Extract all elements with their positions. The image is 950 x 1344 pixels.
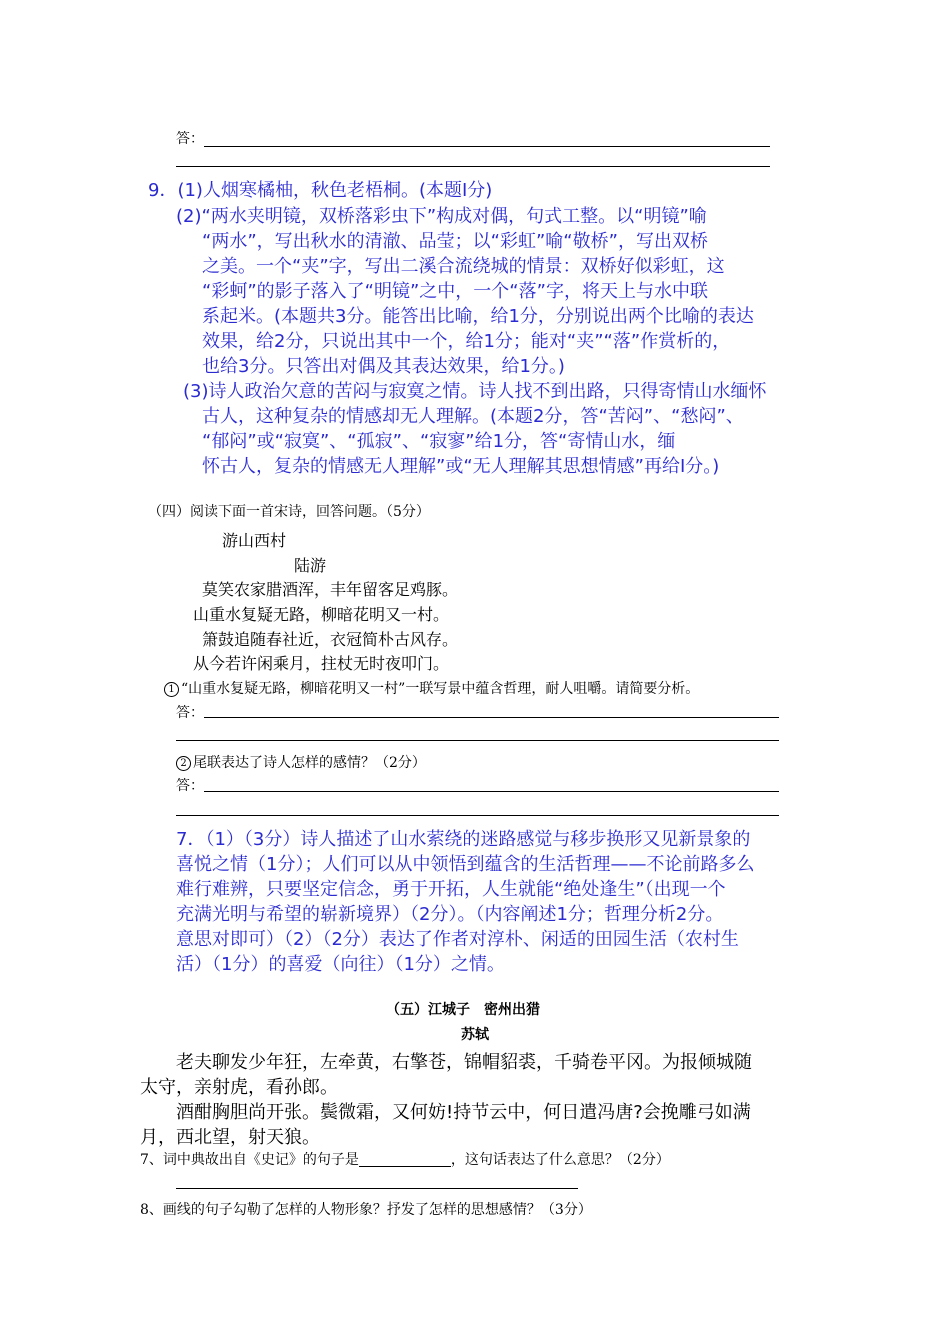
answer7-line: 意思对即可）（2）（2分）表达了作者对淳朴、闲适的田园生活（农村生 bbox=[176, 929, 739, 950]
q9-p2-line: “两水”，写出秋水的清澈、品莹；以“彩虹”喻“敬桥”，写出双桥 bbox=[202, 231, 708, 252]
poem-line: 莫笑农家腊酒浑，丰年留客足鸡豚。 bbox=[202, 580, 459, 599]
answer-line bbox=[176, 1188, 578, 1189]
question-7-text-before: 7、词中典故出自《史记》的句子是 bbox=[140, 1152, 359, 1168]
question-number-circle: 2 bbox=[176, 756, 191, 771]
section4-heading: （四）阅读下面一首宋诗，回答问题。（5分） bbox=[148, 504, 430, 520]
poem-line: 从今若许闲乘月，拄杖无时夜叩门。 bbox=[193, 654, 450, 673]
poem-line: 箫鼓追随春社近，衣冠简朴古风存。 bbox=[202, 630, 459, 649]
q9-p2-line: 效果，给2分，只说出其中一个，给1分；能对“夹”“落”作赏析的， bbox=[202, 331, 731, 352]
answer-label: 答： bbox=[176, 778, 204, 794]
section5-author: 苏轼 bbox=[461, 1027, 489, 1043]
poem-line: 山重水复疑无路，柳暗花明又一村。 bbox=[193, 605, 450, 624]
answer7-line: 难行难辨，只要坚定信念，勇于开拓，人生就能“绝处逢生”（出现一个 bbox=[176, 879, 726, 900]
answer7-line: 充满光明与希望的崭新境界）（2分）。（内容阐述1分；哲理分析2分。 bbox=[176, 904, 724, 925]
ci-paragraph-line: 老夫聊发少年狂，左牵黄，右擎苍，锦帽貂裘，千骑卷平冈。为报倾城随 bbox=[176, 1052, 752, 1073]
ci-paragraph-line: 月，西北望，射天狼。 bbox=[140, 1127, 320, 1148]
question-1 bbox=[164, 678, 699, 698]
section5-heading: （五）江城子 密州出猎 bbox=[386, 1002, 540, 1018]
question-2 bbox=[176, 752, 426, 772]
question-7-text-after: ，这句话表达了什么意思？（2分） bbox=[450, 1152, 670, 1168]
question-1-text: “山重水复疑无路，柳暗花明又一村”一联写景中蕴含哲理，耐人咀嚼。请简要分析。 bbox=[181, 681, 700, 697]
q9-p2-line: 也给3分。只答出对偶及其表达效果，给1分。) bbox=[202, 356, 565, 377]
question-8: 8、画线的句子勾勒了怎样的人物形象？抒发了怎样的思想感情？（3分） bbox=[140, 1202, 592, 1218]
answer-line bbox=[204, 717, 779, 718]
answer7-line: 7．（1）（3分）诗人描述了山水萦绕的迷路感觉与移步换形又见新景象的 bbox=[176, 829, 751, 850]
answer-line bbox=[176, 740, 779, 741]
answer-line bbox=[176, 815, 779, 816]
q9-p2-line: 之美。一个“夹”字，写出二溪合流绕城的情景：双桥好似彩虹，这 bbox=[202, 256, 725, 277]
answer-label: 答： bbox=[176, 705, 204, 721]
question-number-circle: 1 bbox=[164, 682, 179, 697]
q9-p3-line: 怀古人，复杂的情感无人理解”或“无人理解其思想情感”再给Ⅰ分。) bbox=[202, 456, 720, 477]
question-2-text: 尾联表达了诗人怎样的感情？（2分） bbox=[193, 755, 426, 771]
poem-title: 游山西村 bbox=[222, 531, 287, 550]
q9-p2-line: “彩蚵”的影子落入了“明镜”之中，一个“落”字，将天上与水中联 bbox=[202, 281, 708, 302]
q9-p2-line: (2)“两水夹明镜，双桥落彩虫下”构成对偶，句式工整。以“明镜”喻 bbox=[176, 206, 707, 227]
ci-paragraph-line: 太守，亲射虎，看孙郎。 bbox=[140, 1077, 338, 1098]
q9-line1: 9．(1)人烟寒橘柚，秋色老梧桐。(本题Ⅰ分) bbox=[148, 180, 493, 201]
answer-line bbox=[204, 146, 770, 147]
poem-author: 陆游 bbox=[294, 556, 327, 575]
q9-p3-line: 古人，这种复杂的情感却无人理解。(本题2分，答“苦闷”、“愁闷”、 bbox=[202, 406, 744, 427]
q9-p3-line: “郁闷”或“寂寞”、“孤寂”、“寂寥”给1分，答“寄情山水，缅 bbox=[202, 431, 676, 452]
answer-line bbox=[204, 791, 779, 792]
q9-p2-line: 系起米。(本题共3分。能答出比喻，给1分，分别说出两个比喻的表达 bbox=[202, 306, 754, 327]
ci-paragraph-line: 酒酣胸胆尚开张。鬓微霜，又何妨!持节云中，何日遣冯唐?会挽雕弓如满 bbox=[176, 1102, 751, 1123]
answer7-line: 活）（1分）的喜爱（向往）（1分）之情。 bbox=[176, 954, 505, 975]
q9-p3-line: (3)诗人政治欠意的苦闷与寂寞之情。诗人找不到出路，只得寄情山水缅怀 bbox=[183, 381, 767, 402]
answer7-line: 喜悦之情（1分）；人们可以从中领悟到蕴含的生活哲理——不论前路多么 bbox=[176, 854, 755, 875]
question-7 bbox=[140, 1149, 670, 1169]
answer-line bbox=[176, 166, 770, 167]
fill-blank bbox=[359, 1152, 451, 1167]
answer-label-top: 答： bbox=[176, 131, 204, 147]
